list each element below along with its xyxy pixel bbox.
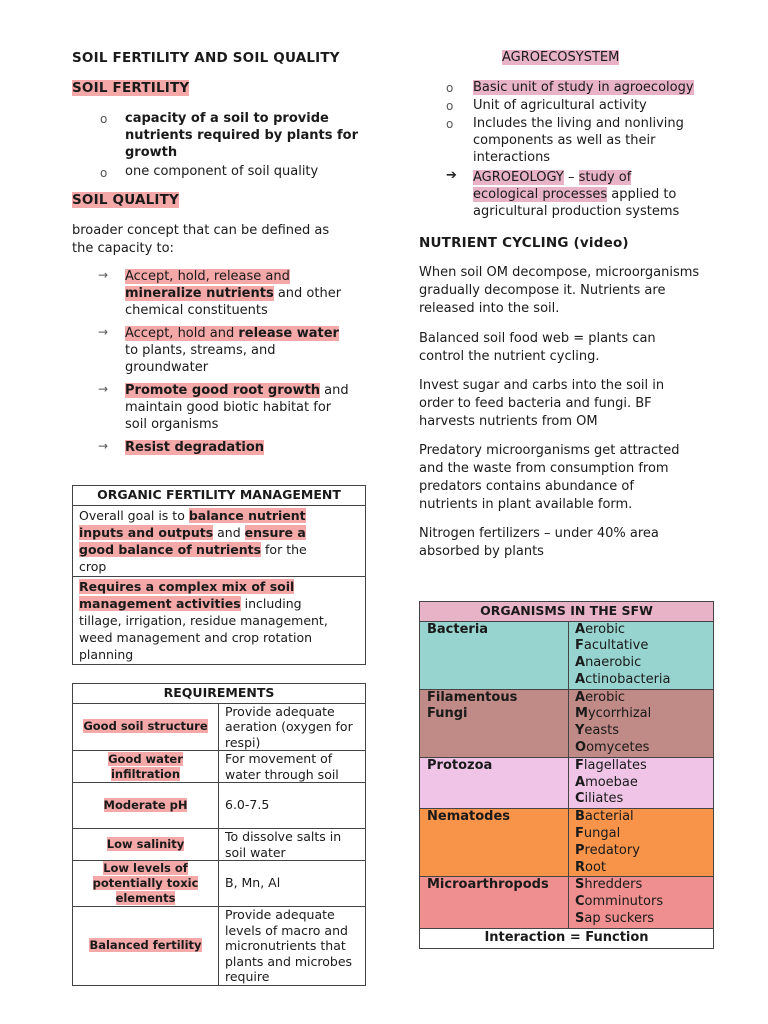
arrow-right-icon: → [98, 382, 109, 396]
organism-group-row [420, 877, 714, 928]
list-item: one component of soil quality [125, 164, 319, 179]
bullet-icon: o [446, 81, 454, 95]
soil-quality-heading: SOIL QUALITY [72, 192, 180, 208]
organism-type: Sap suckers [575, 911, 655, 927]
organism-group-row [420, 621, 714, 689]
bullet-icon: o [100, 166, 108, 180]
organism-type: Fungal [575, 826, 621, 842]
organism-type: Root [575, 859, 607, 875]
ofm-row-goal: Overall goal is to balance nutrient inputs and outputs and ensure a good balance of nutrients for the crop [73, 505, 366, 576]
agroecosystem-title: AGROECOSYSTEM [502, 50, 620, 65]
arrow-right-icon: → [98, 268, 109, 282]
paragraph: Predatory microorganisms get attracted and the waste from consumption from predators contains abundance of nutrients in plant available form. [419, 443, 680, 512]
table-row: Balanced fertility Provide adequate levels of macro and micronutrients that plants and microbes require [73, 907, 366, 986]
organism-group-name: Bacteria [420, 621, 569, 689]
ofm-row-requires: Requires a complex mix of soil management activities including tillage, irrigation, residue management, weed management and crop rotation planning [73, 576, 366, 664]
organism-type: Comminutors [575, 894, 664, 910]
bullet-icon: o [446, 99, 454, 113]
list-item: Accept, hold, release and mineralize nutrients and other chemical constituents [125, 269, 342, 318]
table-row: Low levels of potentially toxic elements B, Mn, Al [73, 861, 366, 907]
organism-type: Actinobacteria [575, 671, 671, 687]
soil-quality-intro: broader concept that can be defined as the capacity to: [72, 223, 330, 256]
list-item: capacity of a soil to provide nutrients required by plants for growth [125, 111, 359, 160]
soil-fertility-heading: SOIL FERTILITY [72, 80, 190, 96]
sfw-footer: Interaction = Function [420, 928, 714, 948]
ofm-header: ORGANIC FERTILITY MANAGEMENT [73, 486, 366, 506]
paragraph: Invest sugar and carbs into the soil in order to feed bacteria and fungi. BF harvests nutrients from OM [419, 378, 665, 429]
organism-type: Aerobic [575, 689, 626, 705]
list-item: Basic unit of study in agroecology [473, 80, 694, 95]
organism-types [569, 757, 714, 808]
nutrient-cycling-text [419, 264, 729, 561]
organism-type: Predatory [575, 842, 640, 858]
requirements-table [72, 683, 366, 986]
paragraph: Nitrogen fertilizers – under 40% area absorbed by plants [419, 526, 659, 559]
list-item: Promote good root growth and maintain good biotic habitat for soil organisms [125, 383, 349, 432]
bullet-icon: o [446, 117, 454, 131]
nutrient-cycling-title: NUTRIENT CYCLING (video) [419, 235, 629, 251]
organism-type: Shredders [575, 877, 643, 893]
main-title: SOIL FERTILITY AND SOIL QUALITY [72, 50, 340, 66]
organism-type: Flagellates [575, 757, 647, 773]
organism-group-name: Protozoa [420, 757, 569, 808]
organism-type: Ciliates [575, 791, 624, 807]
list-item: Unit of agricultural activity [473, 98, 647, 113]
organism-types [569, 621, 714, 689]
organism-type: Amoebae [575, 774, 638, 790]
sfw-table [419, 601, 714, 949]
list-item: Resist degradation [125, 440, 265, 455]
organism-group-name: Nematodes [420, 809, 569, 877]
organism-types [569, 689, 714, 757]
requirements-header: REQUIREMENTS [73, 684, 366, 704]
table-row: Low salinity To dissolve salts in soil water [73, 829, 366, 861]
sfw-header: ORGANISMS IN THE SFW [420, 602, 714, 622]
arrow-right-icon: ➔ [446, 168, 457, 183]
table-row: Good soil structure Provide adequate aeration (oxygen for respi) [73, 703, 366, 751]
list-item: Includes the living and nonliving components as well as their interactions [473, 116, 684, 165]
organism-type: Bacterial [575, 809, 634, 825]
organism-group-name: Microarthropods [420, 877, 569, 928]
table-row: Moderate pH 6.0-7.5 [73, 783, 366, 829]
organism-types [569, 877, 714, 928]
organism-group-row [420, 757, 714, 808]
organism-type: Aerobic [575, 621, 626, 637]
organism-types [569, 809, 714, 877]
organism-group-row [420, 689, 714, 757]
organism-group-row [420, 809, 714, 877]
organism-type: Yeasts [575, 723, 620, 739]
paragraph: When soil OM decompose, microorganisms gradually decompose it. Nutrients are released into the soil. [419, 265, 700, 316]
list-item: Accept, hold and release water to plants, streams, and groundwater [125, 326, 339, 375]
organism-type: Mycorrhizal [575, 706, 652, 722]
bullet-icon: o [100, 112, 108, 126]
ofm-table [72, 485, 366, 665]
list-item: AGROEOLOGY – study of ecological processes applied to agricultural production systems [473, 170, 680, 219]
organism-group-name: Filamentous Fungi [420, 689, 569, 757]
paragraph: Balanced soil food web = plants can control the nutrient cycling. [419, 331, 656, 364]
organism-type: Facultative [575, 638, 649, 654]
table-row: Good water infiltration For movement of water through soil [73, 751, 366, 783]
arrow-right-icon: → [98, 439, 109, 453]
organism-type: Anaerobic [575, 655, 642, 671]
arrow-right-icon: → [98, 325, 109, 339]
organism-type: Oomycetes [575, 740, 650, 756]
